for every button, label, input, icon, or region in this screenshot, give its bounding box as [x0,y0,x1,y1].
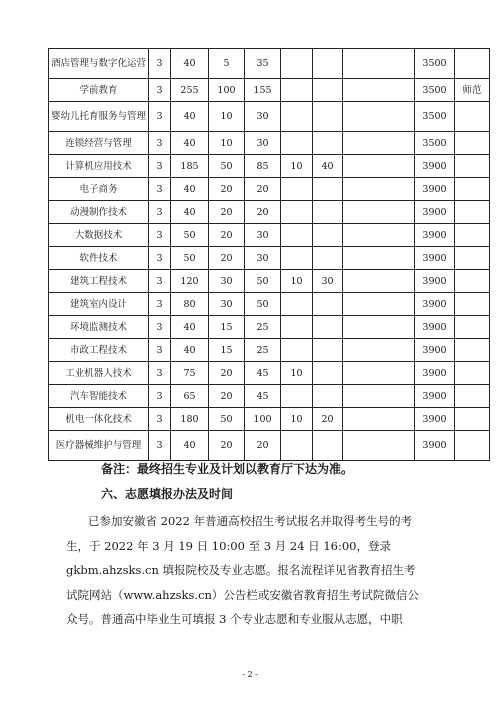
table-row [49,362,490,385]
table-row [49,155,490,178]
table-cell-major: 动漫制作技术 [49,201,149,224]
table-cell-fee: 3900 [415,155,455,178]
table-cell-years: 3 [149,270,171,293]
table-row [49,339,490,362]
table-cell-fee: 3500 [415,102,455,132]
table-cell-c: 10 [281,155,313,178]
table-cell-remark [455,408,490,431]
table-cell-d [313,339,343,362]
table-cell-e [343,132,415,155]
table-row [49,102,490,132]
table-cell-b: 155 [245,79,281,102]
table-cell-total: 120 [171,270,209,293]
table-cell-d: 30 [313,270,343,293]
table-cell-e [343,385,415,408]
table-cell-fee: 3500 [415,49,455,79]
table-cell-d [313,293,343,316]
table-cell-d [313,201,343,224]
table-cell-e [343,224,415,247]
table-cell-remark [455,431,490,461]
body-paragraph [66,509,434,632]
table-cell-c [281,132,313,155]
table-cell-remark [455,155,490,178]
table-cell-major: 机电一体化技术 [49,408,149,431]
table-row [49,408,490,431]
table-cell-a: 15 [209,339,245,362]
table-cell-years: 3 [149,132,171,155]
table-cell-e [343,362,415,385]
table-cell-major: 婴幼儿托育服务与管理 [49,102,149,132]
table-row [49,79,490,102]
table-cell-a: 20 [209,178,245,201]
table-row [49,385,490,408]
table-cell-b: 20 [245,178,281,201]
table-cell-years: 3 [149,224,171,247]
table-cell-e [343,201,415,224]
table-cell-a: 15 [209,316,245,339]
table-cell-fee: 3900 [415,224,455,247]
table-cell-d [313,431,343,461]
table-cell-fee: 3900 [415,293,455,316]
table-row [49,224,490,247]
table-cell-major: 大数据技术 [49,224,149,247]
table-cell-e [343,431,415,461]
table-cell-a: 10 [209,132,245,155]
table-cell-years: 3 [149,155,171,178]
table-cell-d [313,385,343,408]
table-cell-fee: 3900 [415,247,455,270]
table-cell-remark [455,270,490,293]
table-cell-e [343,316,415,339]
table-cell-fee: 3900 [415,201,455,224]
table-row [49,49,490,79]
table-cell-d [313,247,343,270]
table-cell-fee: 3900 [415,408,455,431]
table-cell-a: 50 [209,408,245,431]
table-cell-years: 3 [149,385,171,408]
table-cell-d [313,178,343,201]
table-cell-b: 35 [245,49,281,79]
table-cell-d [313,102,343,132]
table-cell-a: 20 [209,201,245,224]
table-cell-e [343,408,415,431]
table-row [49,201,490,224]
table-cell-b: 25 [245,316,281,339]
table-cell-a: 20 [209,385,245,408]
table-cell-total: 40 [171,316,209,339]
table-cell-total: 40 [171,201,209,224]
table-cell-remark [455,49,490,79]
table-cell-major: 酒店管理与数字化运营 [49,49,149,79]
table-cell-e [343,247,415,270]
table-cell-a: 30 [209,270,245,293]
table-cell-total: 80 [171,293,209,316]
table-cell-remark [455,247,490,270]
table-cell-c [281,178,313,201]
table-cell-e [343,339,415,362]
table-cell-b: 50 [245,293,281,316]
table-cell-b: 45 [245,385,281,408]
table-cell-c [281,102,313,132]
table-row [49,178,490,201]
paragraph-line: 生，于 2022 年 3 月 19 日 10:00 至 3 月 24 日 16:00，登录 [66,538,391,553]
table-cell-a: 50 [209,155,245,178]
table-cell-a: 30 [209,293,245,316]
table-cell-major: 建筑室内设计 [49,293,149,316]
table-cell-fee: 3900 [415,362,455,385]
table-cell-major: 工业机器人技术 [49,362,149,385]
table-cell-remark [455,293,490,316]
table-cell-total: 75 [171,362,209,385]
table-cell-remark: 师范 [455,79,490,102]
table-row [49,132,490,155]
table-cell-b: 45 [245,362,281,385]
table-cell-total: 180 [171,408,209,431]
table-cell-major: 电子商务 [49,178,149,201]
enrollment-plan-table [48,48,490,461]
table-cell-remark [455,102,490,132]
table-cell-remark [455,132,490,155]
table-cell-total: 40 [171,132,209,155]
table-cell-a: 10 [209,102,245,132]
table-cell-e [343,178,415,201]
table-cell-b: 30 [245,224,281,247]
table-cell-c: 10 [281,408,313,431]
table-cell-e [343,49,415,79]
table-cell-e [343,293,415,316]
table-cell-fee: 3900 [415,339,455,362]
table-cell-major: 学前教育 [49,79,149,102]
table-cell-c [281,316,313,339]
table-cell-years: 3 [149,79,171,102]
table-cell-c [281,201,313,224]
table-cell-b: 25 [245,339,281,362]
table-cell-major: 市政工程技术 [49,339,149,362]
table-cell-major: 连锁经营与管理 [49,132,149,155]
table-cell-remark [455,201,490,224]
table-cell-d [313,316,343,339]
table-cell-years: 3 [149,339,171,362]
table-cell-total: 40 [171,102,209,132]
table-row [49,431,490,461]
table-cell-e [343,270,415,293]
table-cell-c [281,224,313,247]
table-cell-total: 40 [171,178,209,201]
table-cell-d [313,224,343,247]
table-cell-years: 3 [149,362,171,385]
table-cell-c [281,247,313,270]
table-cell-b: 20 [245,431,281,461]
table-cell-a: 5 [209,49,245,79]
table-cell-major: 建筑工程技术 [49,270,149,293]
table-row [49,316,490,339]
table-cell-major: 汽车智能技术 [49,385,149,408]
table-cell-c [281,431,313,461]
table-cell-years: 3 [149,408,171,431]
table-cell-b: 30 [245,132,281,155]
table-cell-d [313,49,343,79]
table-cell-fee: 3900 [415,385,455,408]
table-cell-remark [455,316,490,339]
table-cell-a: 20 [209,362,245,385]
table-cell-d: 20 [313,408,343,431]
table-cell-years: 3 [149,102,171,132]
table-cell-c: 10 [281,362,313,385]
table-cell-total: 40 [171,339,209,362]
table-cell-major: 软件技术 [49,247,149,270]
table-cell-d [313,362,343,385]
section-heading: 六、志愿填报办法及时间 [101,487,234,501]
table-cell-remark [455,362,490,385]
table-cell-d [313,79,343,102]
table-cell-remark [455,224,490,247]
table-cell-c [281,339,313,362]
paragraph-line: 已参加安徽省 2022 年普通高校招生考试报名并取得考生号的考 [88,514,413,528]
table-cell-years: 3 [149,293,171,316]
table-cell-b: 30 [245,247,281,270]
table-cell-fee: 3900 [415,270,455,293]
table-row [49,247,490,270]
table-cell-a: 20 [209,247,245,270]
table-cell-years: 3 [149,49,171,79]
table-cell-a: 20 [209,431,245,461]
table-cell-c [281,79,313,102]
table-cell-remark [455,178,490,201]
table-cell-a: 100 [209,79,245,102]
table-cell-c [281,49,313,79]
table-cell-remark [455,385,490,408]
table-cell-b: 50 [245,270,281,293]
table-cell-fee: 3500 [415,132,455,155]
table-cell-b: 85 [245,155,281,178]
table-cell-total: 255 [171,79,209,102]
table-cell-c [281,385,313,408]
paragraph-line: 试院网站（www.ahzsks.cn）公告栏或安徽省教育招生考试院微信公 [66,587,419,602]
table-cell-major: 医疗器械维护与管理 [49,431,149,461]
table-cell-d: 40 [313,155,343,178]
table-remark-note: 备注：最终招生专业及计划以教育厅下达为准。 [101,462,354,476]
table-cell-years: 3 [149,431,171,461]
table-cell-years: 3 [149,316,171,339]
table-cell-fee: 3900 [415,431,455,461]
table-cell-fee: 3900 [415,316,455,339]
table-cell-total: 40 [171,49,209,79]
table-cell-b: 100 [245,408,281,431]
table-cell-e [343,155,415,178]
table-row [49,293,490,316]
table-cell-total: 50 [171,247,209,270]
table-cell-total: 40 [171,431,209,461]
table-cell-total: 185 [171,155,209,178]
table-cell-c [281,293,313,316]
table-cell-total: 50 [171,224,209,247]
table-cell-e [343,79,415,102]
table-cell-b: 30 [245,102,281,132]
table-cell-d [313,132,343,155]
table-cell-a: 20 [209,224,245,247]
paragraph-line: 众号。普通高中毕业生可填报 3 个专业志愿和专业服从志愿，中职 [66,612,403,626]
table-cell-c: 10 [281,270,313,293]
table-cell-major: 环境监测技术 [49,316,149,339]
table-cell-years: 3 [149,178,171,201]
page-number: - 2 - [242,670,258,679]
paragraph-line: gkbm.ahzsks.cn 填报院校及专业志愿。报名流程详见省教育招生考 [66,563,416,577]
table-cell-fee: 3900 [415,178,455,201]
table-cell-major: 计算机应用技术 [49,155,149,178]
table-cell-remark [455,339,490,362]
table-cell-fee: 3500 [415,79,455,102]
table-cell-years: 3 [149,247,171,270]
table-cell-b: 20 [245,201,281,224]
table-row [49,270,490,293]
table-cell-total: 65 [171,385,209,408]
table-cell-years: 3 [149,201,171,224]
table-cell-e [343,102,415,132]
